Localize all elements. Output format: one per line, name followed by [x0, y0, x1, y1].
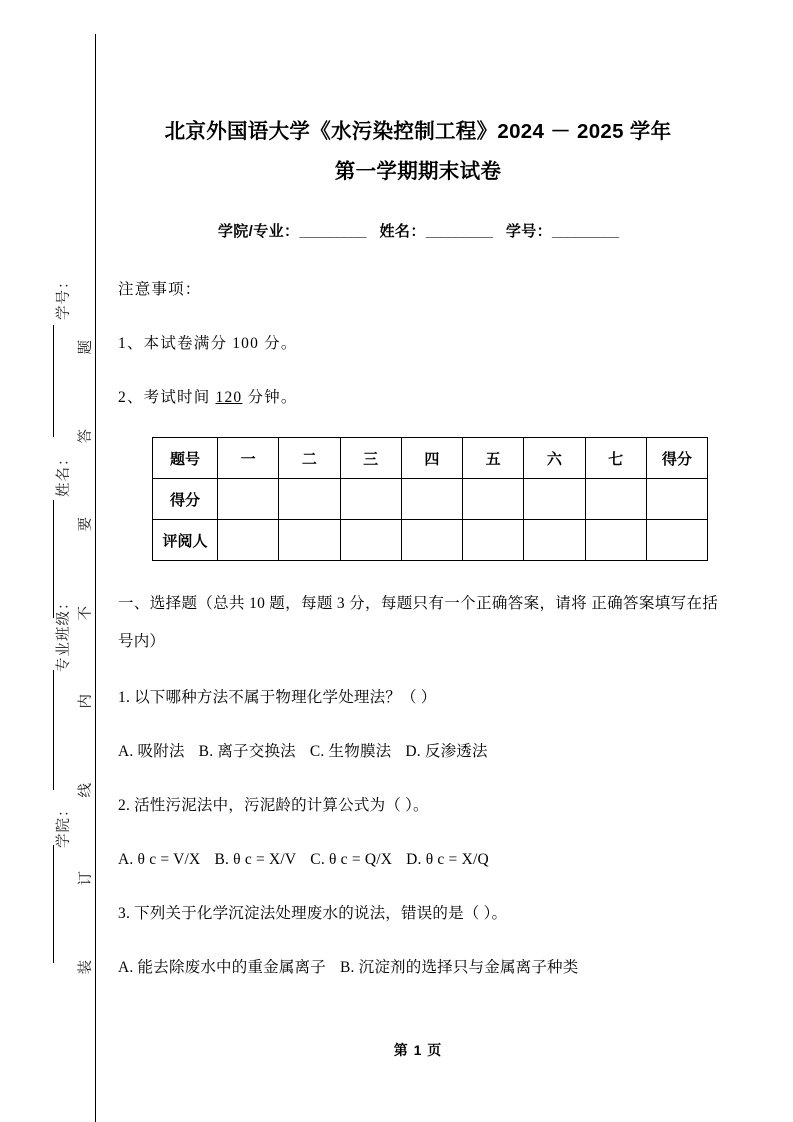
seal-char: 答 [77, 428, 94, 443]
option-c[interactable]: C. 生物膜法 [309, 743, 392, 760]
name-blank[interactable]: _________ [425, 223, 492, 240]
score-table-cell[interactable] [401, 520, 462, 561]
score-table-cell[interactable] [279, 479, 340, 520]
score-table-cell: 七 [585, 438, 646, 479]
option-b[interactable]: B. θ c = X/V [214, 851, 297, 868]
binding-divider-segment-4 [53, 845, 54, 963]
score-table-cell[interactable] [646, 479, 707, 520]
score-table-cell: 得分 [646, 438, 707, 479]
seal-char: 订 [77, 871, 94, 886]
page-title-line-1: 北京外国语大学《水污染控制工程》2024 － 2025 学年 [164, 120, 672, 143]
option-a[interactable]: A. 吸附法 [118, 743, 185, 760]
name-label: 姓名： [379, 223, 426, 240]
score-table-cell: 三 [340, 438, 401, 479]
margin-label-class: 专业班级： [56, 594, 72, 672]
score-table-cell[interactable] [524, 520, 585, 561]
seal-char: 要 [77, 517, 94, 532]
option-d[interactable]: D. 反渗透法 [405, 743, 488, 760]
question-stem-3: 3. 下列关于化学沉淀法处理废水的说法，错误的是（ ）。 [118, 905, 508, 922]
exam-duration-value: 120 [215, 389, 243, 406]
option-a[interactable]: A. 能去除废水中的重金属离子 [118, 959, 326, 976]
question-stem-1: 1. 以下哪种方法不属于物理化学处理法？（ ） [118, 689, 437, 706]
score-table-cell[interactable] [585, 479, 646, 520]
question-options-1 [118, 715, 718, 769]
seal-char: 不 [77, 605, 94, 620]
notes-heading: 注意事项： [118, 281, 202, 298]
score-table-cell[interactable] [463, 520, 524, 561]
option-b[interactable]: B. 沉淀剂的选择只与金属离子种类 [339, 959, 579, 976]
margin-label-student-id: 学号： [56, 273, 72, 320]
department-label: 学院/专业： [217, 223, 300, 240]
score-table-cell[interactable] [340, 520, 401, 561]
notes-item-2-suffix: 分钟。 [247, 389, 298, 406]
seal-char: 线 [77, 782, 94, 797]
score-table-cell[interactable] [463, 479, 524, 520]
section-heading-line-2: 正确答案填写在括号内） [118, 595, 719, 650]
page-footer: 第 1 页 [393, 1042, 443, 1058]
score-table-cell: 六 [524, 438, 585, 479]
student-identity-fields [118, 192, 718, 241]
margin-label-department: 学院： [56, 801, 72, 848]
option-a[interactable]: A. θ c = V/X [118, 851, 201, 868]
option-b[interactable]: B. 离子交换法 [198, 743, 296, 760]
notes-item-2-prefix: 2、考试时间 [118, 389, 211, 406]
score-table-cell: 四 [401, 438, 462, 479]
option-c[interactable]: C. θ c = Q/X [310, 851, 393, 868]
section-heading-multiple-choice [118, 561, 718, 661]
section-heading-line-1: 一、选择题（总共 10 题，每题 3 分，每题只有一个正确答案，请将 [118, 595, 588, 612]
score-table-cell: 一 [218, 438, 279, 479]
seal-char: 装 [77, 959, 94, 974]
question-options-3 [118, 931, 718, 985]
notes-item-1: 1、本试卷满分 100 分。 [118, 335, 298, 352]
page-title [118, 0, 718, 192]
table-row [153, 520, 708, 561]
page-title-line-2: 第一学期期末试卷 [334, 160, 502, 183]
student-id-label: 学号： [505, 223, 553, 240]
score-table-cell[interactable] [218, 520, 279, 561]
score-table-cell[interactable] [279, 520, 340, 561]
department-blank[interactable]: _________ [299, 223, 366, 240]
score-table-cell[interactable] [646, 520, 707, 561]
question-options-2 [118, 823, 718, 877]
table-row [153, 479, 708, 520]
score-table-row-header: 评阅人 [153, 520, 218, 561]
score-table-cell[interactable] [524, 479, 585, 520]
score-table-cell: 二 [279, 438, 340, 479]
margin-label-name: 姓名： [56, 450, 72, 497]
score-table-cell: 五 [463, 438, 524, 479]
table-row [153, 438, 708, 479]
notes-item-2 [118, 371, 718, 425]
student-id-blank[interactable]: _________ [552, 223, 619, 240]
binding-margin [0, 0, 96, 1122]
option-d[interactable]: D. θ c = X/Q [406, 851, 489, 868]
question-stem-2: 2. 活性污泥法中，污泥龄的计算公式为（ ）。 [118, 797, 429, 814]
score-table [152, 437, 708, 561]
score-table-cell[interactable] [585, 520, 646, 561]
seal-char: 内 [77, 694, 94, 709]
score-table-cell[interactable] [401, 479, 462, 520]
score-table-cell[interactable] [218, 479, 279, 520]
score-table-row-header: 得分 [153, 479, 218, 520]
score-table-row-header: 题号 [153, 438, 218, 479]
seal-char: 题 [77, 340, 94, 355]
exam-page-body [118, 0, 718, 1122]
seal-line-characters [74, 340, 98, 1048]
score-table-cell[interactable] [340, 479, 401, 520]
